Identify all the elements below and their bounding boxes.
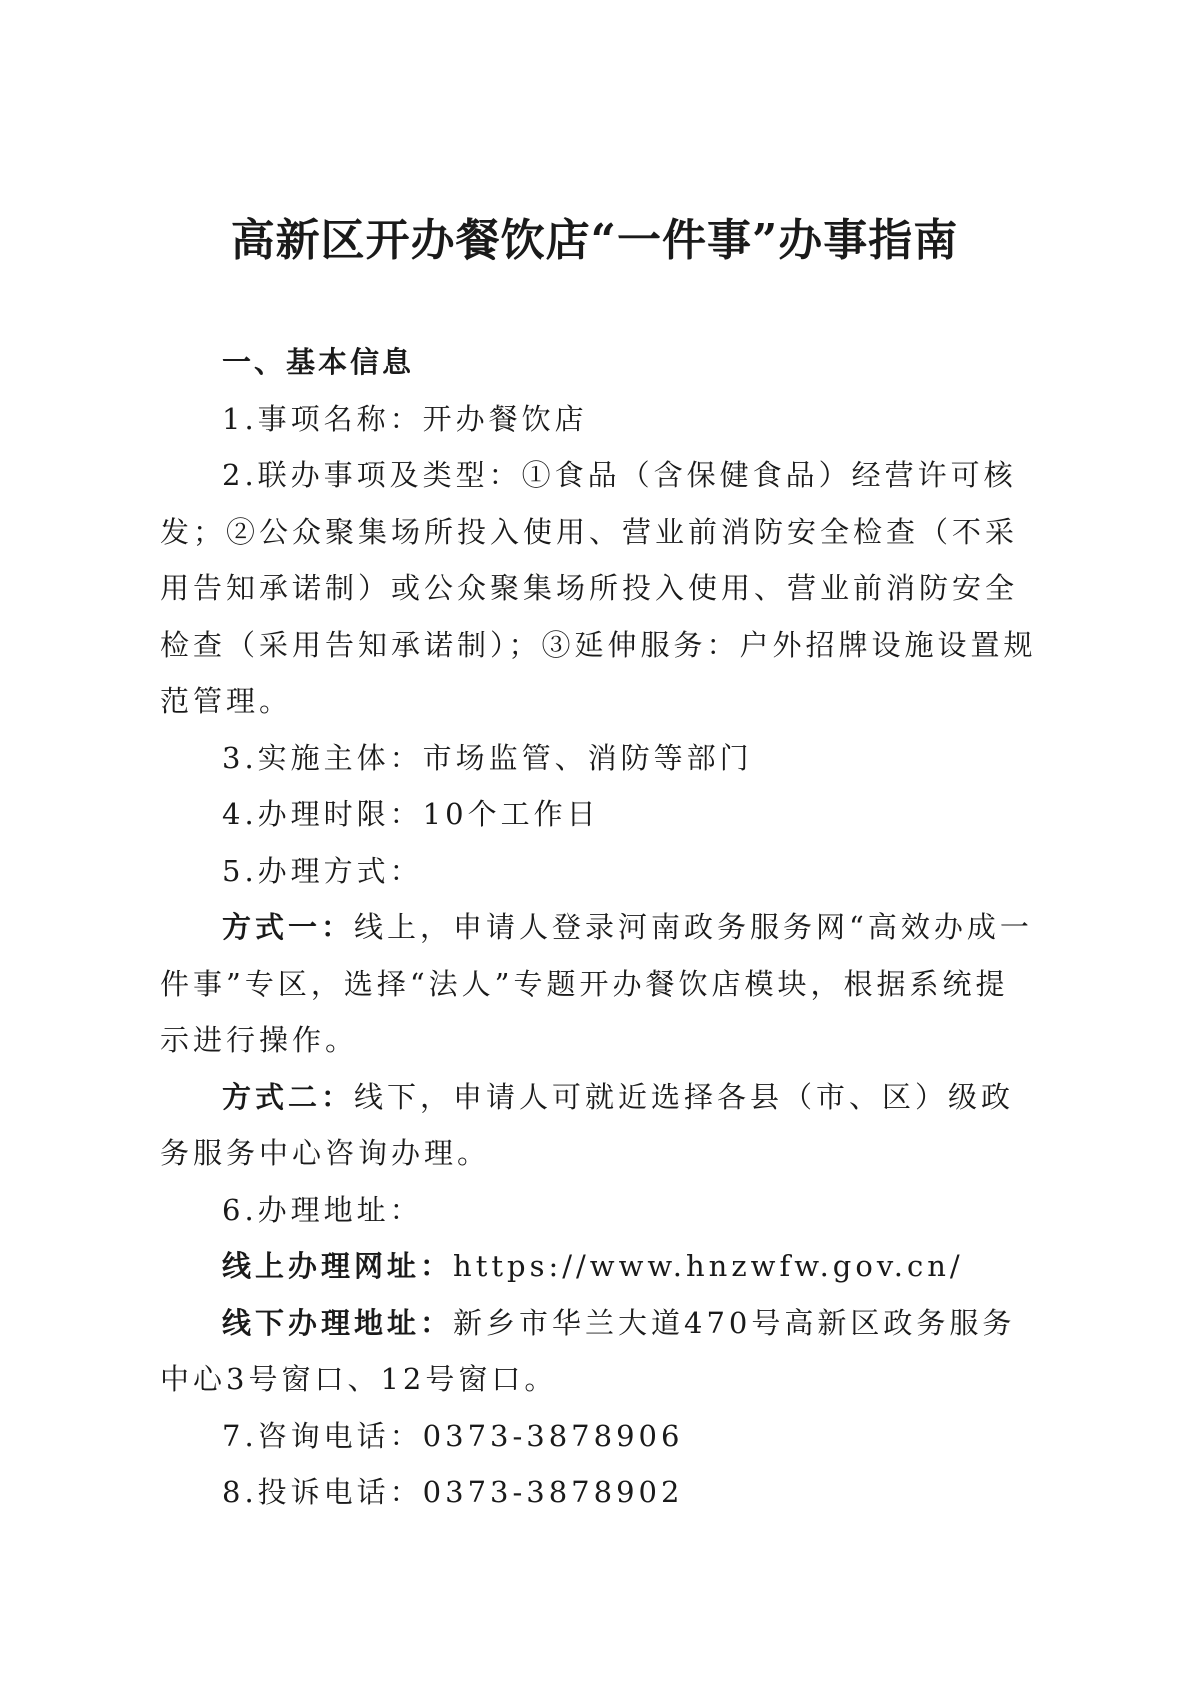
method-two-label: 方式二： (222, 1079, 355, 1114)
online-address-label: 线上办理网址： (222, 1249, 454, 1283)
online-address (160, 1238, 1040, 1295)
item-handling-method: 5.办理方式： (222, 853, 423, 888)
method-two-text: 线下，申请人可就近选择各县（市、区）级政务服务中心咨询办理。 (160, 1079, 1015, 1170)
item-implementing-body: 3.实施主体：市场监管、消防等部门 (222, 740, 753, 775)
offline-address (160, 1295, 1040, 1408)
item-name: 1.事项名称：开办餐饮店 (222, 401, 588, 436)
item-complaint-phone: 8.投诉电话：0373-3878902 (222, 1475, 684, 1509)
section-heading-basic-info: 一、基本信息 (222, 345, 415, 379)
item-consult-phone: 7.咨询电话：0373-3878906 (222, 1418, 684, 1453)
method-two (160, 1069, 1040, 1182)
method-one (160, 899, 1040, 1069)
method-one-text: 线上，申请人登录河南政务服务网“高效办成一件事”专区，选择“法人”专题开办餐饮店模块，根据系统提示进行操作。 (160, 910, 1033, 1057)
item-joint-matters: 2.联办事项及类型：①食品（含保健食品）经营许可核发；②公众聚集场所投入使用、营业前消防安全检查（不采用告知承诺制）或公众聚集场所投入使用、营业前消防安全检查（采用告知承诺制）；③延伸服务：户外招牌设施设置规范管理。 (160, 458, 1037, 718)
document-title: 高新区开办餐饮店“一件事”办事指南 (230, 215, 959, 266)
item-address: 6.办理地址： (222, 1192, 423, 1227)
item-time-limit: 4.办理时限：10个工作日 (222, 797, 600, 831)
document-body (160, 334, 1040, 1521)
offline-address-label: 线下办理地址： (222, 1305, 454, 1340)
online-url-link[interactable]: https://www.hnzwfw.gov.cn/ (453, 1249, 964, 1283)
offline-address-text: 新乡市华兰大道470号高新区政务服务中心3号窗口、12号窗口。 (160, 1305, 1016, 1396)
method-one-label: 方式一： (222, 910, 355, 944)
